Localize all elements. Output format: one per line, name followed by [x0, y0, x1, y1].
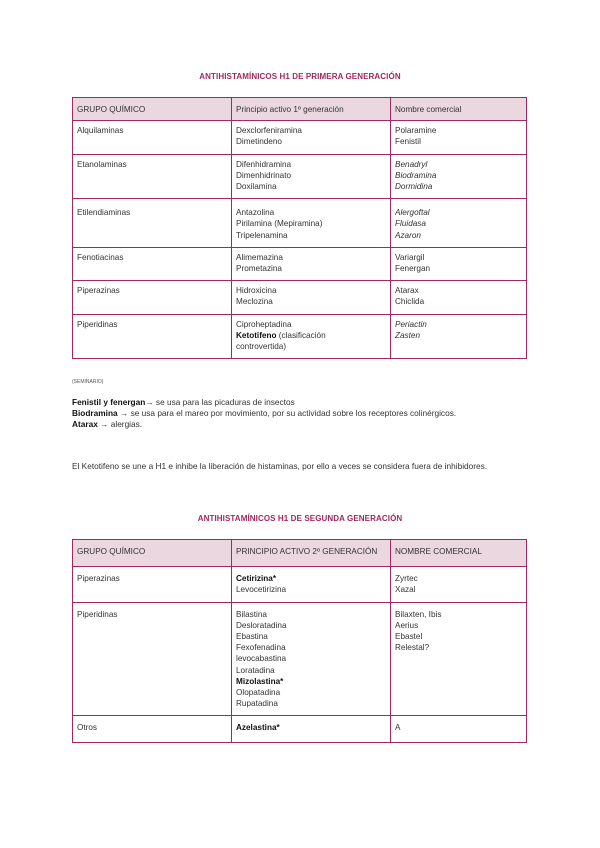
active-item: Olopatadina — [236, 688, 281, 698]
active-item: Hidroxicina — [236, 286, 277, 296]
brand-item: Dormidina — [395, 182, 433, 192]
table-row — [73, 199, 527, 248]
group-cell: Otros — [73, 716, 232, 742]
group-cell: Fenotiacinas — [73, 247, 232, 280]
note-text: → se usa para las picaduras de insectos — [145, 397, 295, 407]
actives-cell — [232, 281, 391, 314]
brands-cell — [391, 281, 527, 314]
section2-title: ANTIHISTAMÍNICOS H1 DE SEGUNDA GENERACIÓN — [197, 514, 403, 523]
group-cell: Etanolaminas — [73, 154, 232, 199]
brands-cell — [391, 154, 527, 199]
active-item: Levocetirizina — [236, 585, 287, 595]
active-item: Azelastina* — [236, 723, 280, 733]
active-item: Cetirizina* — [236, 574, 277, 584]
header-group: GRUPO QUÍMICO — [73, 540, 232, 567]
actives-cell — [232, 602, 391, 716]
header-brand: NOMBRE COMERCIAL — [391, 540, 527, 567]
brands-cell — [391, 247, 527, 280]
active-bold: Ketotifeno — [236, 330, 277, 340]
active-item: Rupatadina — [236, 699, 278, 709]
brand-item: Ebastel — [395, 632, 423, 642]
table-row — [73, 154, 527, 199]
brand-item: Benadryl — [395, 159, 428, 169]
brand-item: Biodramina — [395, 170, 437, 180]
note-bold: Biodramina — [72, 408, 118, 418]
brand-item: Azaron — [395, 230, 421, 240]
actives-cell — [232, 247, 391, 280]
brand-item: Variargil — [395, 252, 425, 262]
seminar-label: (SEMINARIO) — [72, 379, 104, 385]
brand-item: Periactin — [395, 319, 427, 329]
brand-item: A — [395, 723, 401, 733]
brand-item: Bilaxten, Ibis — [395, 609, 442, 619]
group-cell: Etilendiaminas — [73, 199, 232, 248]
active-item: Difenhidramina — [236, 159, 292, 169]
brands-cell — [391, 199, 527, 248]
brand-item: Xazal — [395, 585, 416, 595]
active-item: Antazolina — [236, 208, 275, 218]
brands-cell — [391, 567, 527, 602]
brand-item: Alergoftal — [395, 208, 430, 218]
actives-cell — [232, 121, 391, 154]
header-group: GRUPO QUÍMICO — [73, 98, 232, 121]
group-cell: Piperazinas — [73, 567, 232, 602]
brand-item: Fenergan — [395, 264, 431, 274]
brand-item: Fluidasa — [395, 219, 426, 229]
header-brand: Nombre comercial — [391, 98, 527, 121]
actives-cell — [232, 716, 391, 742]
table-row — [73, 121, 527, 154]
active-item: controvertida) — [236, 342, 287, 352]
notes-block — [72, 397, 528, 430]
active-item: Dimetindeno — [236, 137, 282, 147]
note-biodramina — [72, 408, 528, 419]
active-item: Prometazina — [236, 264, 282, 274]
active-item: Alimemazina — [236, 252, 283, 262]
note-atarax — [72, 419, 528, 430]
active-item: Doxilamina — [236, 182, 277, 192]
active-item — [236, 330, 386, 341]
section1-title: ANTIHISTAMÍNICOS H1 DE PRIMERA GENERACIÓN — [199, 72, 401, 81]
brand-item: Zyrtec — [395, 574, 418, 584]
brands-cell — [391, 121, 527, 154]
actives-cell — [232, 567, 391, 602]
brands-cell — [391, 602, 527, 716]
group-cell: Alquilaminas — [73, 121, 232, 154]
note-fenistil — [72, 397, 528, 408]
actives-cell — [232, 314, 391, 359]
note-text: → se usa para el mareo por movimiento, por su actividad sobre los receptores colinérgicos. — [117, 408, 457, 418]
active-item: Desloratadina — [236, 620, 287, 630]
table-row — [73, 602, 527, 716]
group-cell: Piperazinas — [73, 281, 232, 314]
brand-item: Fenistil — [395, 137, 421, 147]
active-item: Bilastina — [236, 609, 267, 619]
active-item: levocabastina — [236, 654, 287, 664]
active-item: Dimenhidrinato — [236, 170, 292, 180]
brands-cell — [391, 314, 527, 359]
active-item: Tripelenamina — [236, 230, 288, 240]
group-cell: Piperidinas — [73, 602, 232, 716]
table-row — [73, 314, 527, 359]
brand-item: Atarax — [395, 286, 419, 296]
table-header-row — [73, 98, 527, 121]
brand-item: Zasten — [395, 330, 421, 340]
brand-item: Polaramine — [395, 126, 437, 136]
ketotifeno-paragraph: El Ketotifeno se une a H1 e inhibe la liberación de histaminas, por ello a veces se considera fuera de inhibidores. — [72, 461, 488, 471]
table-row — [73, 281, 527, 314]
note-bold: Atarax — [72, 419, 98, 429]
table-header-row — [73, 540, 527, 567]
header-active: PRINCIPIO ACTIVO 2º GENERACIÓN — [232, 540, 391, 567]
table-row — [73, 716, 527, 742]
brands-cell — [391, 716, 527, 742]
active-item: Ciproheptadina — [236, 319, 292, 329]
first-generation-table — [72, 97, 527, 359]
header-active: Principio activo 1º generación — [232, 98, 391, 121]
active-item: Dexclorfeniramina — [236, 126, 302, 136]
brand-item: Relestal? — [395, 643, 430, 653]
actives-cell — [232, 199, 391, 248]
active-item: Ebastina — [236, 632, 268, 642]
actives-cell — [232, 154, 391, 199]
brand-item: Aerius — [395, 620, 419, 630]
table-row — [73, 247, 527, 280]
note-text: → alergias. — [97, 419, 143, 429]
table-row — [73, 567, 527, 602]
active-bold-rest: (clasificación — [276, 330, 326, 340]
active-item: Meclozina — [236, 297, 273, 307]
brand-item: Chiclida — [395, 297, 425, 307]
active-item: Loratadina — [236, 665, 275, 675]
second-generation-table — [72, 539, 527, 743]
group-cell: Piperidinas — [73, 314, 232, 359]
note-bold: Fenistil y fenergan — [72, 397, 146, 407]
active-item: Fexofenadina — [236, 643, 286, 653]
active-item: Mizolastina* — [236, 676, 284, 686]
active-item: Pirilamina (Mepiramina) — [236, 219, 323, 229]
